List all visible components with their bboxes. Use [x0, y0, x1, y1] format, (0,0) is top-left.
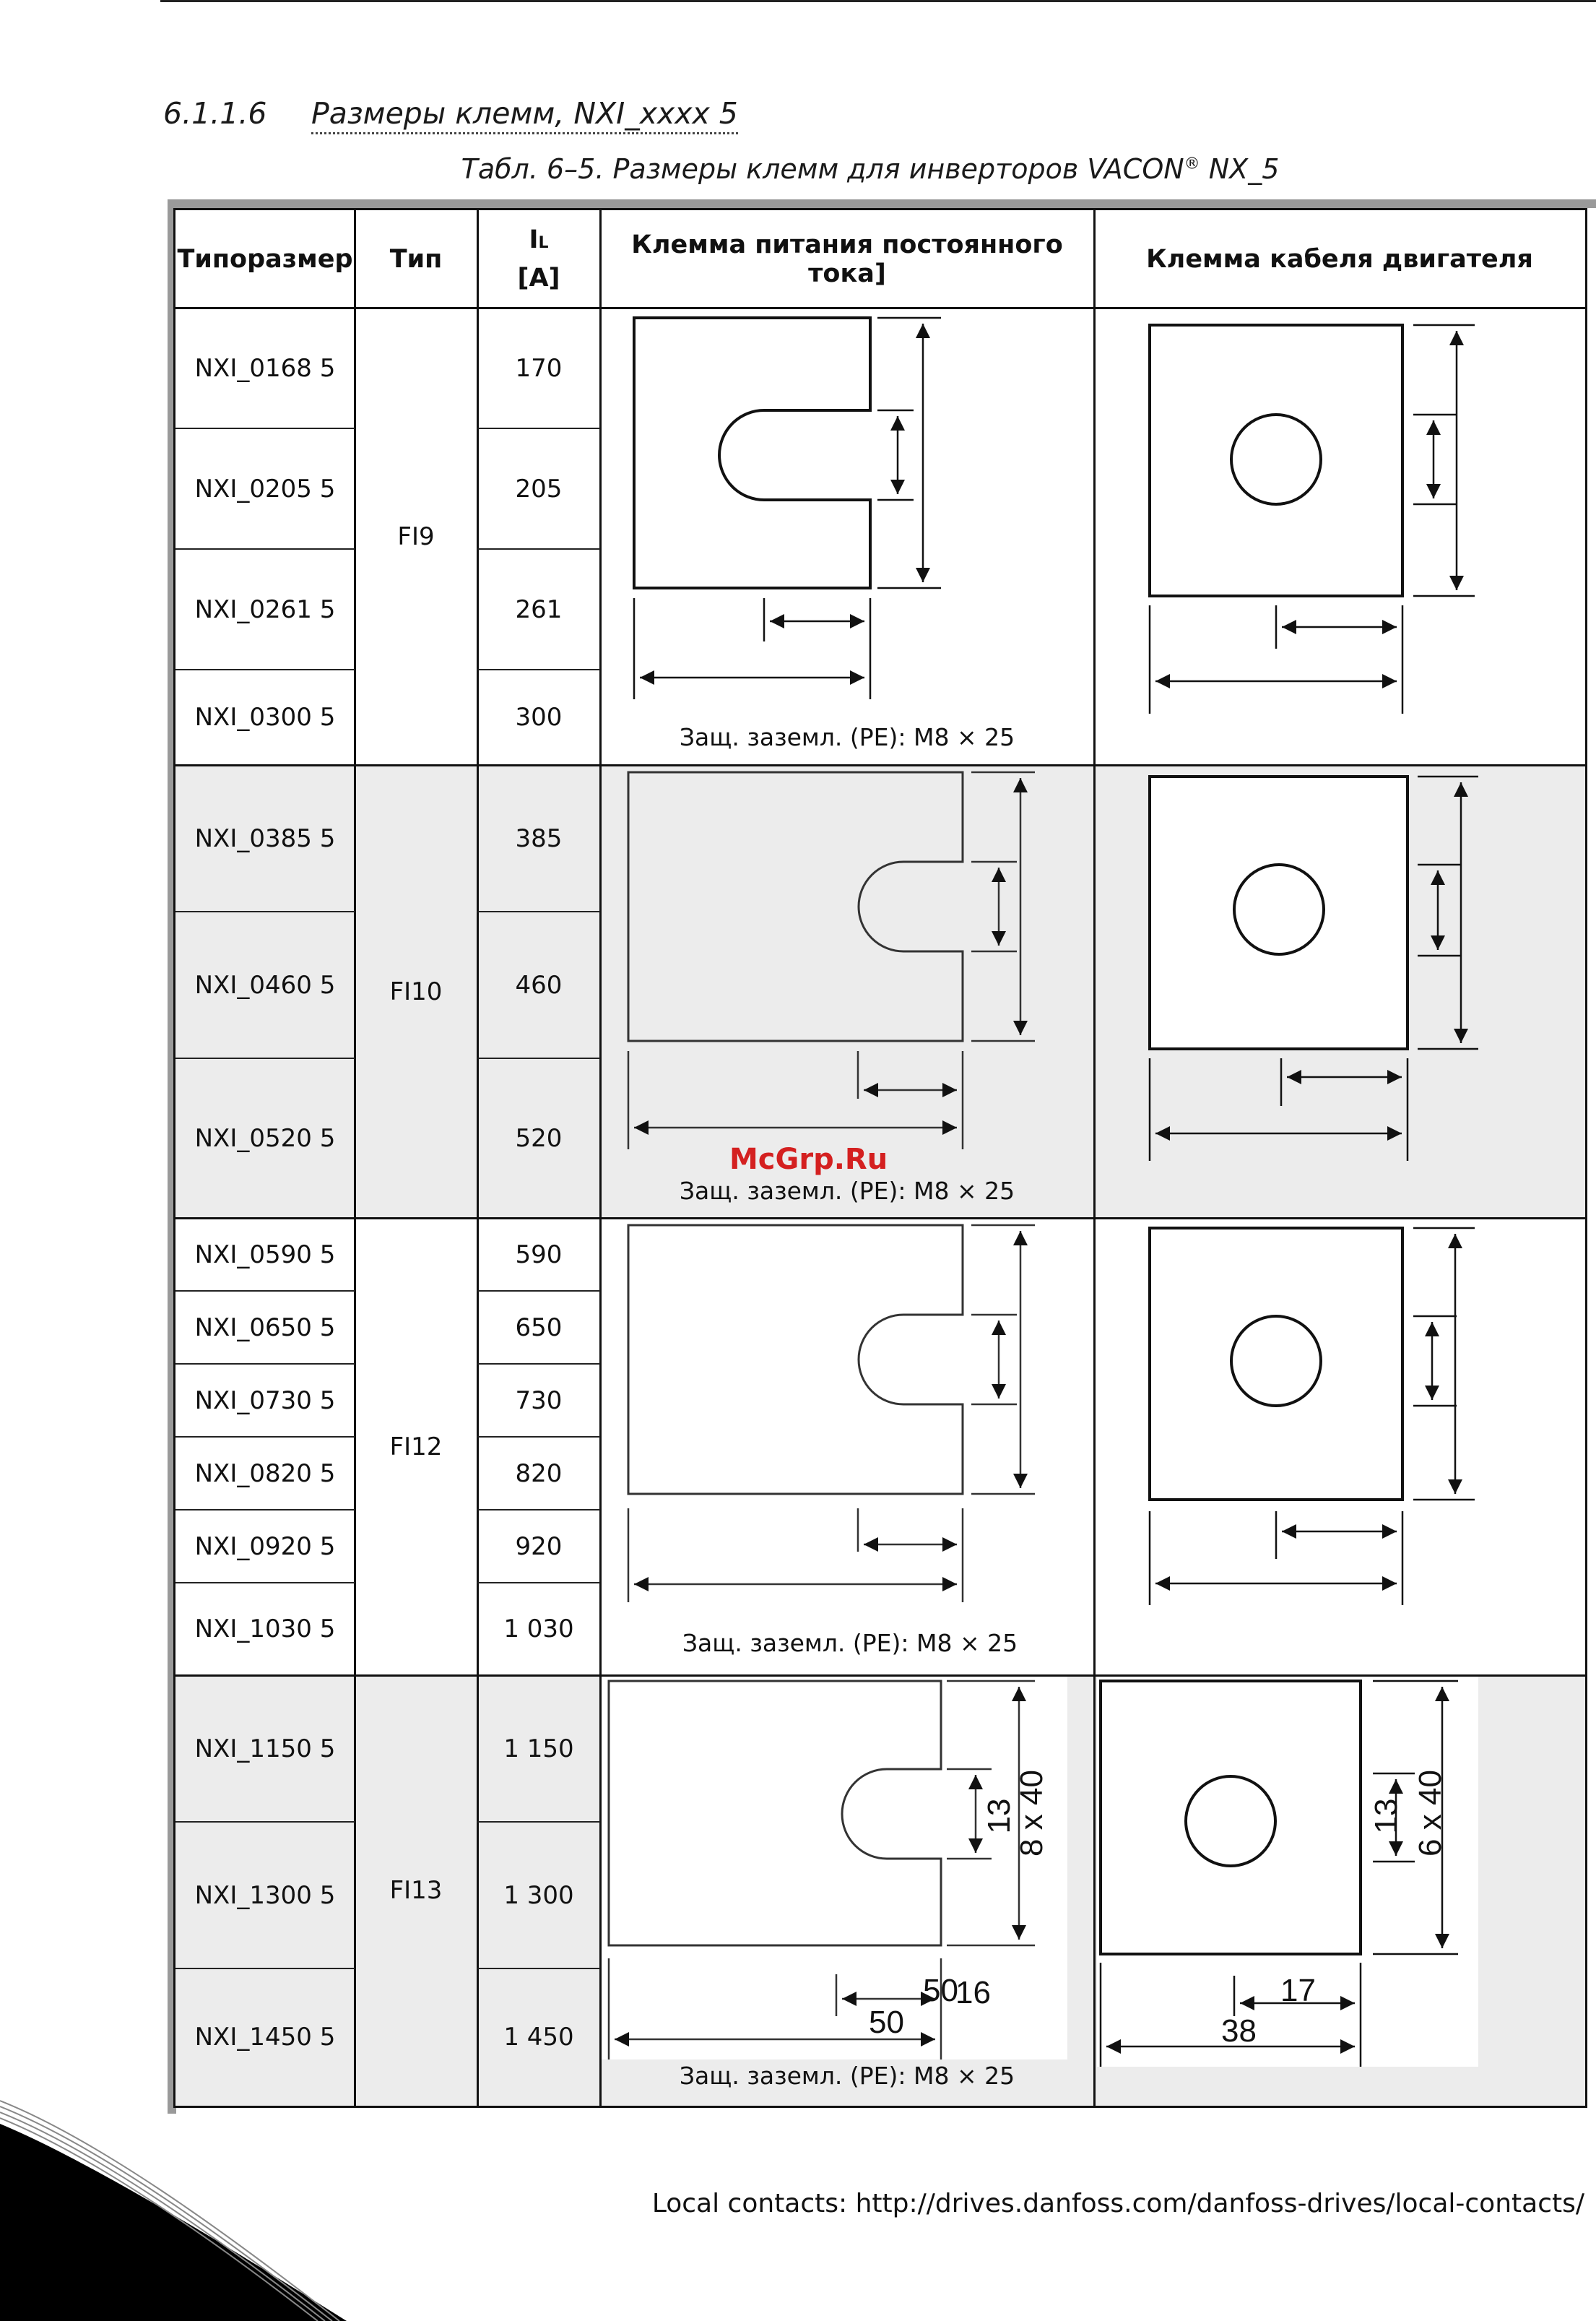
- cell-model: NXI_0300 5: [194, 703, 336, 732]
- pe-note: Защ. заземл. (PE): M8 × 25: [679, 723, 1015, 751]
- row-line: [477, 911, 600, 912]
- row-line: [477, 1968, 600, 1969]
- pe-note: Защ. заземл. (PE): M8 × 25: [682, 1629, 1018, 1657]
- motor-terminal-drawing-fi9: [1096, 309, 1585, 764]
- cell-il: 820: [515, 1458, 563, 1488]
- pe-note: Защ. заземл. (PE): M8 × 25: [679, 2062, 1015, 2090]
- caption-suffix: NX_5: [1200, 153, 1280, 185]
- motor-terminal-drawing-fi10: [1096, 766, 1585, 1216]
- row-line: [477, 1436, 600, 1438]
- dc-terminal-drawing-fi13: [602, 1677, 1078, 2067]
- caption-text: Табл. 6–5. Размеры клемм для инверторов VACON: [461, 153, 1184, 185]
- header-size: Типоразмер: [177, 244, 353, 274]
- dim-dc-slot-height: 13: [981, 1798, 1017, 1834]
- footer-local-contacts[interactable]: Local contacts: http://drives.danfoss.com/danfoss-drives/local-contacts/: [651, 2189, 1584, 2218]
- cell-il: 1 450: [503, 2023, 574, 2052]
- dim-motor-height: 6 x 40: [1413, 1770, 1448, 1857]
- cell-il: 261: [515, 595, 563, 624]
- row-line: [175, 669, 355, 670]
- cell-model: NXI_1030 5: [194, 1615, 336, 1643]
- row-line: [175, 1290, 355, 1292]
- row-line: [175, 428, 355, 429]
- dc-terminal-drawing-fi9: [602, 309, 1093, 764]
- header-il-unit: [A]: [517, 264, 560, 293]
- cell-model: NXI_0385 5: [194, 824, 336, 853]
- cell-il: 650: [515, 1313, 563, 1342]
- dim-dc-slot: 16: [955, 1975, 991, 2010]
- dim-motor-width: 38: [1221, 2013, 1257, 2049]
- row-line: [175, 1968, 355, 1969]
- cell-il: 1 030: [503, 1615, 574, 1643]
- row-line: [477, 1290, 600, 1292]
- cell-il: 385: [515, 824, 563, 853]
- cell-il: 730: [515, 1386, 563, 1415]
- top-rule: [160, 0, 1596, 2]
- header-il: [477, 210, 600, 308]
- motor-terminal-drawing-fi13: [1097, 1677, 1501, 2081]
- dim-motor-hole: 17: [1280, 1973, 1316, 2008]
- corner-swoosh-graphic: [0, 2095, 376, 2321]
- cell-model: NXI_0730 5: [194, 1386, 336, 1415]
- section-heading: [163, 96, 738, 131]
- cell-il: 1 150: [503, 1734, 574, 1763]
- row-line: [175, 1509, 355, 1510]
- row-line: [175, 1058, 355, 1059]
- pe-note: Защ. заземл. (PE): M8 × 25: [679, 1177, 1015, 1205]
- cell-model: NXI_0205 5: [194, 474, 336, 503]
- cell-model: NXI_0820 5: [194, 1458, 336, 1488]
- row-line: [477, 548, 600, 550]
- header-type: Тип: [389, 244, 443, 274]
- cell-model: NXI_0168 5: [194, 353, 336, 383]
- cell-il: 300: [515, 703, 563, 732]
- row-line: [175, 548, 355, 550]
- cell-model: NXI_0460 5: [194, 970, 336, 1000]
- cell-model: NXI_1300 5: [194, 1880, 336, 1910]
- cell-il: 460: [515, 970, 563, 1000]
- cell-type: FI12: [389, 1432, 443, 1461]
- cell-il: 590: [515, 1240, 563, 1269]
- dim-dc-width: 50: [923, 1973, 958, 2008]
- header-motor-terminal: Клемма кабеля двигателя: [1146, 244, 1533, 274]
- header-il-symbol: I: [529, 225, 539, 254]
- cell-type: FI13: [389, 1876, 443, 1905]
- row-line: [175, 1363, 355, 1365]
- cell-model: NXI_1450 5: [194, 2023, 336, 2052]
- cell-il: 1 300: [503, 1880, 574, 1910]
- cell-model: NXI_0520 5: [194, 1123, 336, 1153]
- cell-model: NXI_0261 5: [194, 595, 336, 624]
- cell-il: 520: [515, 1123, 563, 1153]
- cell-type: FI9: [397, 522, 435, 551]
- row-line: [477, 669, 600, 670]
- caption-reg-mark: ®: [1184, 155, 1200, 173]
- table-caption: [0, 153, 1596, 185]
- watermark: McGrp.Ru: [729, 1143, 888, 1176]
- cell-model: NXI_1150 5: [194, 1734, 336, 1763]
- header-il-subscript: L: [538, 234, 549, 252]
- cell-type: FI10: [389, 977, 443, 1006]
- row-line: [175, 1821, 355, 1823]
- section-number: 6.1.1.6: [163, 96, 267, 131]
- row-line: [477, 1363, 600, 1365]
- row-line: [175, 1436, 355, 1438]
- row-line: [175, 911, 355, 912]
- section-title: Размеры клемм, NXI_xxxx 5: [311, 96, 738, 134]
- dc-terminal-drawing-fi12: [602, 1219, 1093, 1673]
- cell-model: NXI_0650 5: [194, 1313, 336, 1342]
- cell-model: NXI_0920 5: [194, 1531, 336, 1561]
- cell-model: NXI_0590 5: [194, 1240, 336, 1269]
- header-dc-terminal: Клемма питания постоянного тока]: [631, 230, 1063, 288]
- cell-il: 170: [515, 353, 563, 383]
- dim-dc-width-label: 50: [869, 2005, 904, 2040]
- cell-il: 920: [515, 1531, 563, 1561]
- motor-terminal-drawing-fi12: [1096, 1219, 1585, 1673]
- table-shadow-top: [168, 199, 1596, 208]
- row-line: [175, 1582, 355, 1583]
- row-line: [477, 1509, 600, 1510]
- row-line: [477, 428, 600, 429]
- row-line: [477, 1058, 600, 1059]
- row-line: [477, 1821, 600, 1823]
- row-line: [477, 1582, 600, 1583]
- dim-dc-height: 8 x 40: [1014, 1770, 1049, 1857]
- cell-il: 205: [515, 474, 563, 503]
- dim-motor-hole-height: 13: [1369, 1798, 1404, 1834]
